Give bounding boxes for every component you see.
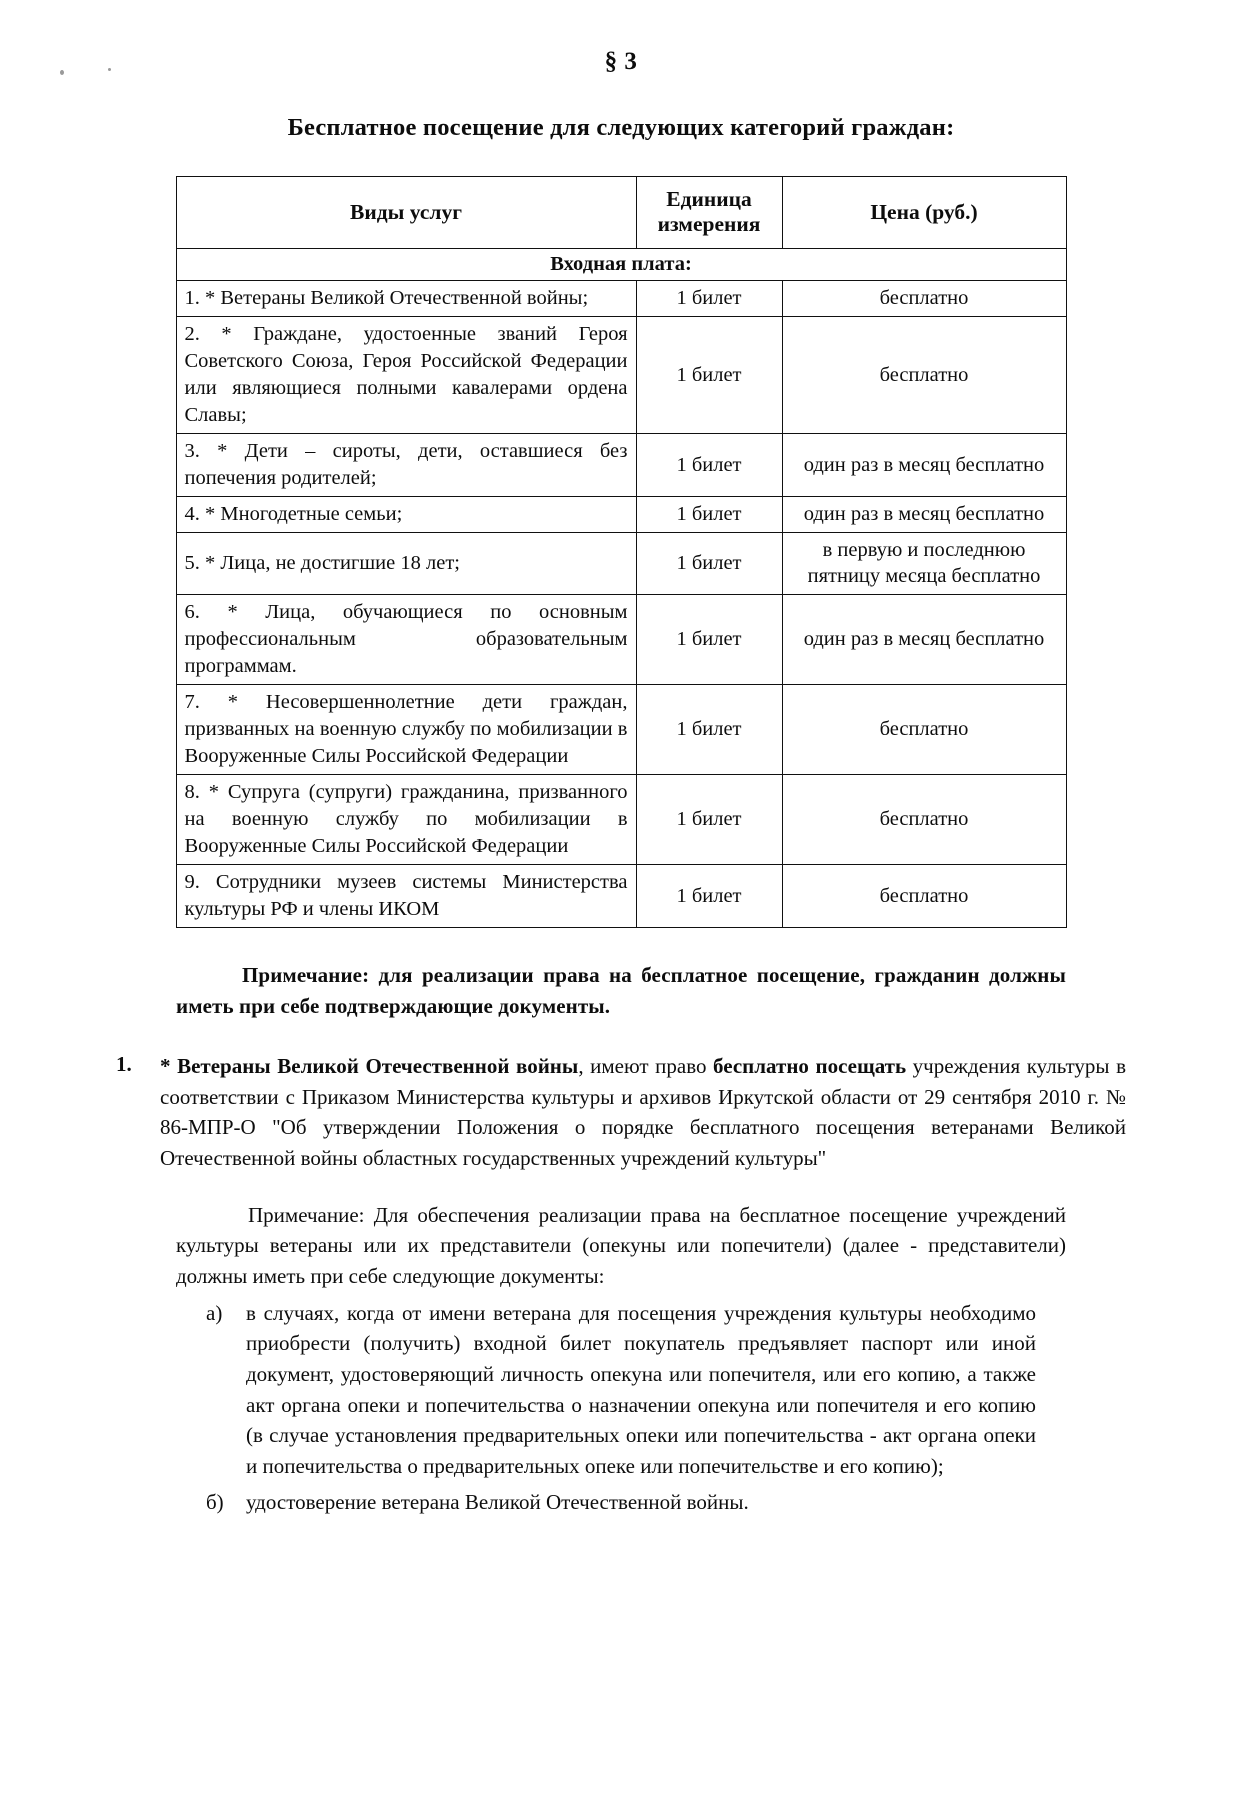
table-header-row [176,177,1066,249]
table-row [176,316,1066,433]
service-unit: 1 билет [636,594,782,684]
service-price: один раз в месяц бесплатно [782,497,1066,533]
list-item-marker: а) [206,1300,223,1325]
service-name: 2. * Граждане, удостоенные званий Героя Советского Союза, Героя Российской Федерации или являющиеся полными кавалерами ордена Славы; [176,316,636,433]
service-name: 8. * Супруга (супруги) гражданина, призванного на военную службу по мобилизации в Вооруженные Силы Российской Федерации [176,774,636,864]
service-price: бесплатно [782,316,1066,433]
note-secondary [176,1200,1066,1292]
table-row [176,774,1066,864]
service-unit: 1 билет [636,433,782,496]
list-item-marker: б) [206,1490,224,1515]
service-unit: 1 билет [636,684,782,774]
service-price: один раз в месяц бесплатно [782,433,1066,496]
service-unit: 1 билет [636,316,782,433]
table-row [176,433,1066,496]
service-name: 4. * Многодетные семьи; [176,497,636,533]
service-unit: 1 билет [636,533,782,594]
list-item-text: в случаях, когда от имени ветерана для посещения учреждения культуры необходимо приобрести (получить) входной билет покупатель предъявляет паспорт или иной документ, удостоверяющий личность опекуна или попечителя, или его копию, а также акт органа опеки и попечительства о назначении опекуна или попечителя и его копию (в случае установления предварительных опеки или попечительства - акт органа опеки и попечительства о предварительных опеке или попечительстве и его копию); [246,1300,1036,1478]
note-text: Примечание: для реализации права на бесплатное посещение, гражданин должны иметь при себе подтверждающие документы. [176,963,1066,1018]
scan-speck [108,68,111,71]
price-table [176,176,1067,928]
service-name: 1. * Ветераны Великой Отечественной войны; [176,280,636,316]
list-item [206,1298,1036,1482]
sub-list [206,1298,1036,1519]
item-body [160,1051,1126,1174]
document-page [0,48,1242,1803]
column-header-unit: Единица измерения [636,177,782,249]
list-item-text: удостоверение ветерана Великой Отечественной войны. [246,1490,749,1515]
service-price: один раз в месяц бесплатно [782,594,1066,684]
table-row [176,864,1066,927]
note-paragraph [176,960,1066,1021]
note-secondary-text: Примечание: Для обеспечения реализации права на бесплатное посещение учреждений культуры ветераны или их представители (опекуны или попечители) (далее - представители) должны иметь при себе следующие документы: [176,1202,1066,1288]
item-lead-bold: * Ветераны Великой Отечественной войны [160,1053,579,1078]
list-item [206,1487,1036,1518]
service-name: 9. Сотрудники музеев системы Министерства культуры РФ и члены ИКОМ [176,864,636,927]
table-row [176,684,1066,774]
service-price: бесплатно [782,864,1066,927]
numbered-item-1 [116,1051,1126,1174]
column-header-services: Виды услуг [176,177,636,249]
scan-speck [60,70,64,75]
table-row [176,280,1066,316]
service-price: бесплатно [782,774,1066,864]
column-header-price: Цена (руб.) [782,177,1066,249]
service-unit: 1 билет [636,774,782,864]
item-mid-text: , имеют право [578,1053,714,1078]
item-number: 1. [116,1051,132,1076]
item-emphasis-bold: бесплатно посещать [713,1053,907,1078]
service-unit: 1 билет [636,280,782,316]
table-group-header [176,248,1066,280]
service-name: 6. * Лица, обучающиеся по основным профессиональным образовательным программам. [176,594,636,684]
item-rest-text: учреждения культуры в соответствии с Приказом Министерства культуры и архивов Иркутской области от 29 сентября 2010 г. № 86-МПР-О "Об утверждении Положения о порядке бесплатного посещения ветеранами Великой Отечественной войны областных государственных учреждений культуры" [160,1053,1126,1170]
service-name: 3. * Дети – сироты, дети, оставшиеся без попечения родителей; [176,433,636,496]
service-name: 7. * Несовершеннолетние дети граждан, призванных на военную службу по мобилизации в Вооруженные Силы Российской Федерации [176,684,636,774]
service-price: бесплатно [782,684,1066,774]
section-mark: § 3 [604,48,638,75]
table-row [176,533,1066,594]
table-row [176,594,1066,684]
group-header-label: Входная плата: [176,248,1066,280]
service-price: в первую и последнюю пятницу месяца бесплатно [782,533,1066,594]
service-name: 5. * Лица, не достигшие 18 лет; [176,533,636,594]
service-unit: 1 билет [636,864,782,927]
service-price: бесплатно [782,280,1066,316]
page-title: Бесплатное посещение для следующих категорий граждан: [287,114,955,141]
service-unit: 1 билет [636,497,782,533]
table-row [176,497,1066,533]
